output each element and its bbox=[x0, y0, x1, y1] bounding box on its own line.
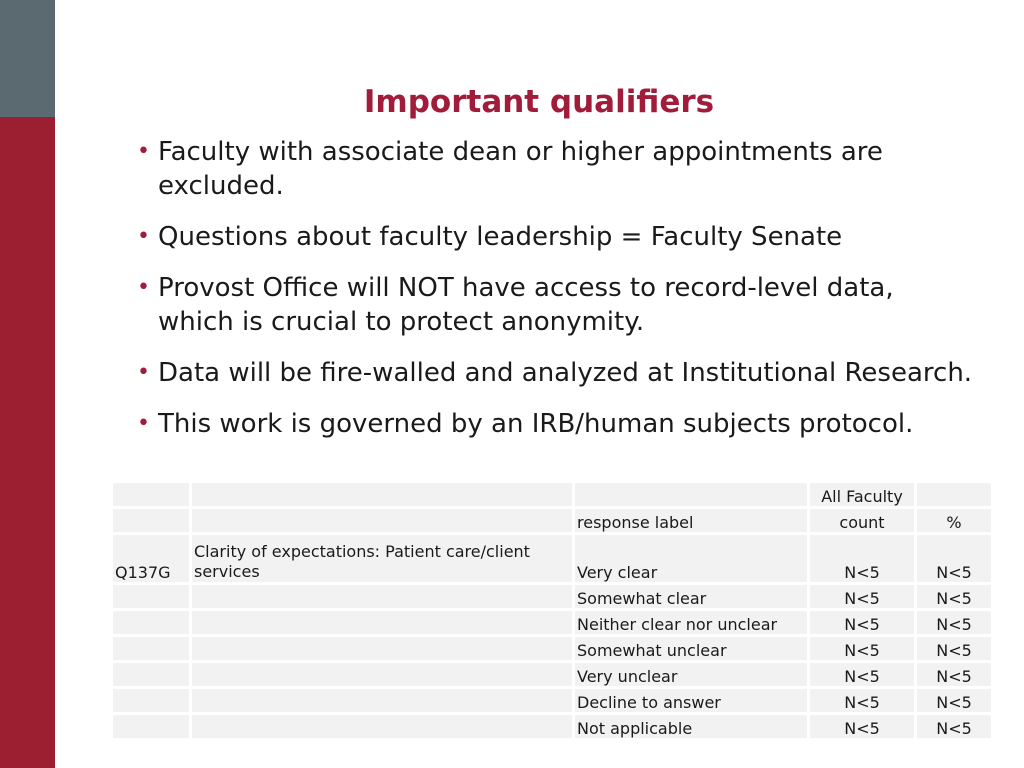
bullet-dot-icon: • bbox=[137, 275, 150, 300]
bullet-item bbox=[137, 407, 977, 441]
response-label-header: response label bbox=[574, 508, 809, 534]
response-percent: N<5 bbox=[916, 610, 993, 636]
bullet-item bbox=[137, 220, 977, 254]
table-row bbox=[112, 534, 993, 584]
table-row bbox=[112, 584, 993, 610]
response-label: Very clear bbox=[574, 534, 809, 584]
response-percent: N<5 bbox=[916, 584, 993, 610]
sidebar-accent-red bbox=[0, 117, 55, 768]
response-label: Somewhat clear bbox=[574, 584, 809, 610]
response-count: N<5 bbox=[809, 714, 916, 740]
response-percent: N<5 bbox=[916, 688, 993, 714]
bullet-item bbox=[137, 271, 977, 339]
bullet-dot-icon: • bbox=[137, 411, 150, 436]
response-label: Very unclear bbox=[574, 662, 809, 688]
response-label: Neither clear nor unclear bbox=[574, 610, 809, 636]
response-count: N<5 bbox=[809, 584, 916, 610]
response-label: Not applicable bbox=[574, 714, 809, 740]
response-count: N<5 bbox=[809, 662, 916, 688]
table-row bbox=[112, 610, 993, 636]
response-label: Decline to answer bbox=[574, 688, 809, 714]
response-percent: N<5 bbox=[916, 534, 993, 584]
all-faculty-header: All Faculty bbox=[809, 482, 916, 508]
percent-header: % bbox=[916, 508, 993, 534]
table-row bbox=[112, 714, 993, 740]
bullet-text: This work is governed by an IRB/human subjects protocol. bbox=[158, 409, 914, 439]
response-count: N<5 bbox=[809, 636, 916, 662]
response-percent: N<5 bbox=[916, 662, 993, 688]
bullet-text: Questions about faculty leadership = Faculty Senate bbox=[158, 222, 843, 252]
results-table bbox=[110, 480, 994, 741]
response-count: N<5 bbox=[809, 534, 916, 584]
table-header-row bbox=[112, 482, 993, 508]
table-row bbox=[112, 662, 993, 688]
bullet-list bbox=[137, 135, 977, 458]
bullet-text: Faculty with associate dean or higher appointments are excluded. bbox=[158, 137, 883, 201]
response-count: N<5 bbox=[809, 688, 916, 714]
bullet-text: Provost Office will NOT have access to record-level data, which is crucial to protect anonymity. bbox=[158, 273, 894, 337]
question-text: Clarity of expectations: Patient care/client services bbox=[191, 534, 574, 584]
slide-title: Important qualifiers bbox=[363, 84, 715, 120]
bullet-item bbox=[137, 356, 977, 390]
table-header-row bbox=[112, 508, 993, 534]
question-code: Q137G bbox=[112, 534, 191, 584]
response-percent: N<5 bbox=[916, 714, 993, 740]
response-percent: N<5 bbox=[916, 636, 993, 662]
count-header: count bbox=[809, 508, 916, 534]
bullet-dot-icon: • bbox=[137, 224, 150, 249]
bullet-dot-icon: • bbox=[137, 360, 150, 385]
response-count: N<5 bbox=[809, 610, 916, 636]
bullet-dot-icon: • bbox=[137, 139, 150, 164]
bullet-item bbox=[137, 135, 977, 203]
bullet-text: Data will be fire-walled and analyzed at Institutional Research. bbox=[158, 358, 973, 388]
table-row bbox=[112, 688, 993, 714]
table-row bbox=[112, 636, 993, 662]
response-label: Somewhat unclear bbox=[574, 636, 809, 662]
